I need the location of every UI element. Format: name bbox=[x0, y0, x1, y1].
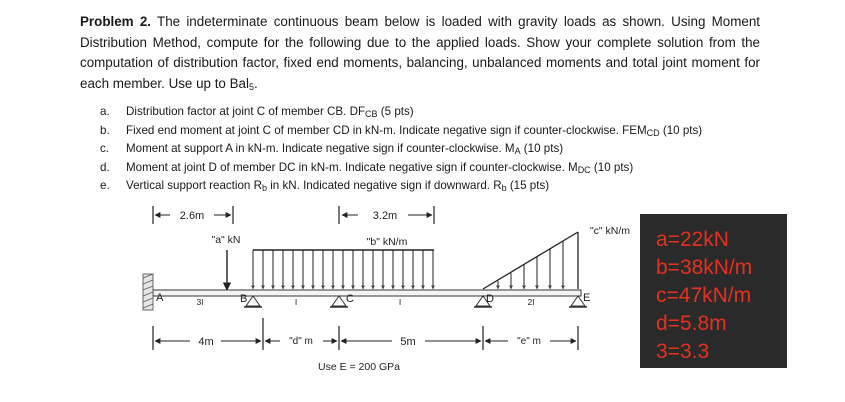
question-points: (10 pts) bbox=[520, 142, 564, 156]
triangular-load bbox=[483, 232, 578, 289]
question-text: Distribution factor at joint C of member CB. DF bbox=[126, 105, 366, 118]
top-dimension-2 bbox=[339, 206, 434, 224]
question-letter: a. bbox=[100, 105, 110, 118]
bottom-dimension-1 bbox=[155, 336, 261, 348]
question-sub: A bbox=[514, 146, 521, 157]
question-points: (10 pts) bbox=[659, 123, 703, 137]
bottom-dimension-4 bbox=[485, 336, 576, 347]
inertia-label-de: 2I bbox=[527, 297, 535, 307]
uniform-load bbox=[253, 250, 434, 289]
question-text-2: in kN. Indicated negative sign if downward. R bbox=[267, 179, 502, 193]
triangular-load-label: "c" kN/m bbox=[589, 225, 631, 237]
question-text: Fixed end moment at joint C of member CD in kN-m. Indicate negative sign if counter-clockwise. FEM bbox=[126, 123, 647, 137]
given-values-panel bbox=[640, 214, 787, 368]
problem-text: The indeterminate continuous beam below is loaded with gravity loads as shown. Using Moment Distribution Method, compute for the following due to the applied loads. Show your complete solution from the computation of distribution factor, fixed end moments, balancing, unbalanced moments and total joint moment for each member. Use up to Bal bbox=[80, 14, 761, 91]
bottom-dimension-label-1: 4m bbox=[198, 336, 214, 348]
bottom-dimension-3 bbox=[341, 336, 481, 348]
question-sub: DC bbox=[577, 164, 591, 175]
point-load-label: "a" kN bbox=[211, 234, 241, 246]
top-dimension-1 bbox=[153, 206, 233, 224]
given-value-a: a=22kN bbox=[656, 228, 729, 251]
support-label-b: B bbox=[240, 293, 248, 305]
given-value-b: b=38kN/m bbox=[656, 256, 753, 279]
support-label-e: E bbox=[583, 292, 591, 304]
question-points: (15 pts) bbox=[506, 179, 550, 193]
question-points: (10 pts) bbox=[590, 160, 634, 174]
uniform-load-label: "b" kN/m bbox=[366, 236, 408, 248]
problem-label: Problem 2. bbox=[80, 14, 151, 29]
top-dimension-label-1: 2.6m bbox=[179, 210, 205, 222]
given-value-e: 3=3.3 bbox=[656, 340, 710, 363]
question-sub: b bbox=[261, 183, 267, 194]
given-value-d: d=5.8m bbox=[656, 312, 727, 335]
question-text: Vertical support reaction R bbox=[126, 179, 262, 193]
question-letter: e. bbox=[100, 179, 110, 193]
question-sub: CD bbox=[646, 127, 660, 138]
support-label-d: D bbox=[486, 293, 494, 305]
beam bbox=[153, 290, 581, 296]
question-text: Moment at support A in kN-m. Indicate negative sign if counter-clockwise. M bbox=[126, 142, 515, 156]
question-text: Moment at joint D of member DC in kN-m. Indicate negative sign if counter-clockwise. M bbox=[126, 160, 578, 174]
problem-text-sub: 5 bbox=[248, 81, 254, 92]
top-dimension-label-2: 3.2m bbox=[372, 210, 398, 222]
inertia-label-cd: I bbox=[398, 297, 402, 307]
modulus-note: Use E = 200 GPa bbox=[317, 361, 401, 373]
support-label-a: A bbox=[156, 292, 164, 304]
question-sub: CB bbox=[365, 109, 378, 119]
bottom-dimension-label-3: 5m bbox=[400, 336, 416, 348]
bottom-dimension-label-2: "d" m bbox=[289, 336, 313, 347]
question-letter: b. bbox=[100, 123, 110, 137]
question-letter: c. bbox=[100, 142, 110, 156]
inertia-label-ab: 3I bbox=[196, 297, 204, 307]
inertia-label-bc: I bbox=[294, 297, 298, 307]
question-sub-2: b bbox=[501, 183, 507, 194]
bottom-dimension-2 bbox=[265, 336, 337, 347]
support-label-c: C bbox=[346, 293, 354, 305]
bottom-dimension-label-4: "e" m bbox=[517, 336, 541, 347]
given-value-c: c=47kN/m bbox=[656, 284, 752, 307]
problem-text-end: . bbox=[253, 75, 258, 91]
question-points: (5 pts) bbox=[377, 105, 414, 118]
question-letter: d. bbox=[100, 160, 110, 174]
